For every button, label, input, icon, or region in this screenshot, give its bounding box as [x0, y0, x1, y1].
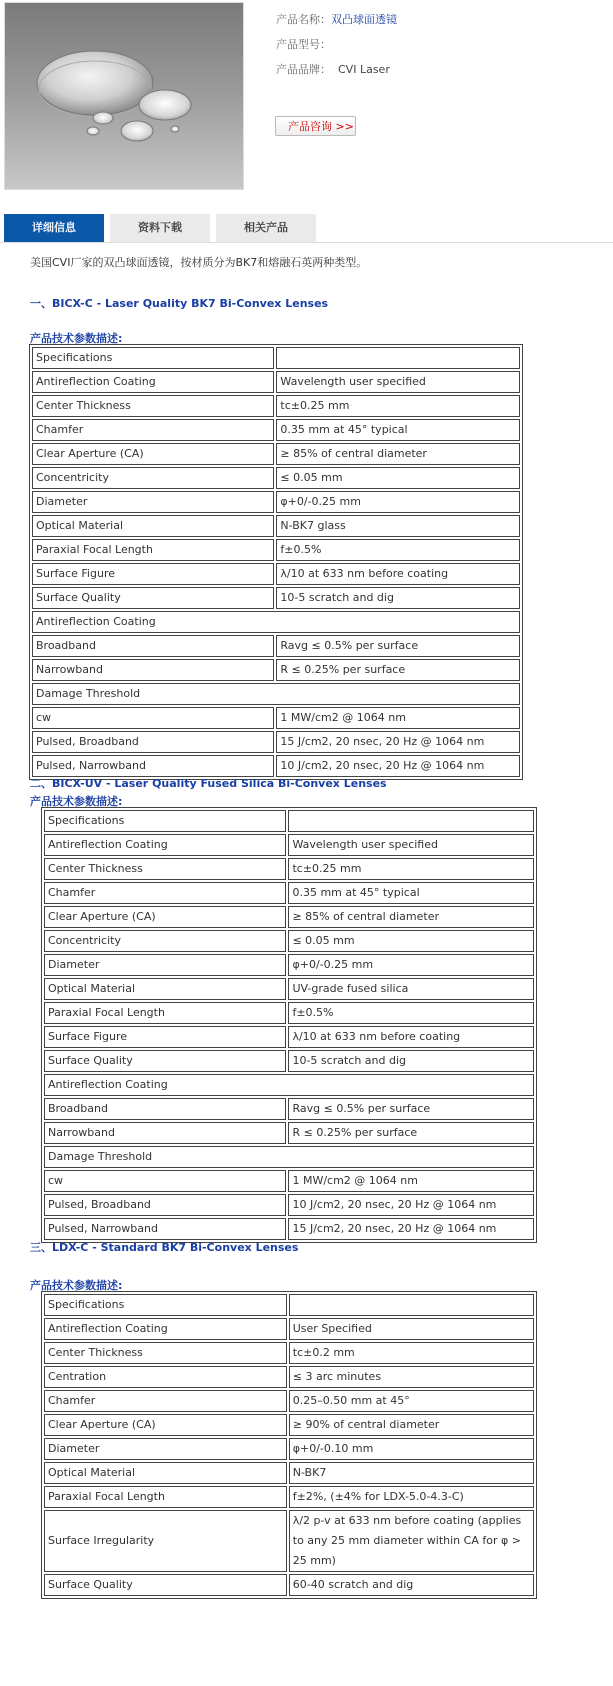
spec-value-cell: 15 J/cm2, 20 nsec, 20 Hz @ 1064 nm [276, 731, 520, 753]
spec-name-cell: Pulsed, Narrowband [32, 755, 274, 777]
table-row [44, 1170, 534, 1192]
table-row [44, 954, 534, 976]
spec-value-cell: λ/2 p-v at 633 nm before coating (applies to any 25 mm diameter within CA for φ > 25 mm) [289, 1510, 534, 1572]
table-group-header: Antireflection Coating [44, 1074, 534, 1096]
spec-value-cell [289, 1294, 534, 1316]
spec-value-cell: ≥ 85% of central diameter [276, 443, 520, 465]
product-name-value: 双凸球面透镜 [331, 13, 397, 26]
spec-value-cell: ≥ 90% of central diameter [289, 1414, 534, 1436]
spec-value-cell: N-BK7 glass [276, 515, 520, 537]
table-row [44, 810, 534, 832]
table-row [32, 515, 520, 537]
table-row [44, 882, 534, 904]
spec-value-cell: Ravg ≤ 0.5% per surface [288, 1098, 534, 1120]
intro-text: 美国CVI厂家的双凸球面透镜，按材质分为BK7和熔融石英两种类型。 [30, 256, 368, 269]
spec-value-cell: 1 MW/cm2 @ 1064 nm [288, 1170, 534, 1192]
table-row [44, 1194, 534, 1216]
spec-name-cell: Diameter [44, 954, 286, 976]
table-row [44, 1002, 534, 1024]
table-group-header: Damage Threshold [32, 683, 520, 705]
spec-value-cell: tc±0.25 mm [288, 858, 534, 880]
table-row [44, 1438, 534, 1460]
product-name-row [276, 10, 397, 35]
table-row [32, 467, 520, 489]
product-info [276, 10, 397, 85]
spec-name-cell: Pulsed, Narrowband [44, 1218, 286, 1240]
spec-name-cell: Centration [44, 1366, 287, 1388]
table-row [32, 659, 520, 681]
table-group-header: Antireflection Coating [32, 611, 520, 633]
table-row [32, 587, 520, 609]
spec-name-cell: cw [32, 707, 274, 729]
spec-name-cell: Concentricity [44, 930, 286, 952]
table-row [32, 707, 520, 729]
table-row [44, 906, 534, 928]
product-model-row [276, 35, 397, 60]
table-row [32, 563, 520, 585]
spec-name-cell: Surface Quality [44, 1574, 287, 1596]
spec-table-bicx-uv [41, 807, 537, 1243]
spec-name-cell: Clear Aperture (CA) [32, 443, 274, 465]
table-row [32, 419, 520, 441]
spec-value-cell: 10-5 scratch and dig [276, 587, 520, 609]
spec-name-cell: Surface Figure [44, 1026, 286, 1048]
section-2-title: 二、BICX-UV - Laser Quality Fused Silica Bi-Convex Lenses [30, 777, 387, 790]
spec-name-cell: Pulsed, Broadband [32, 731, 274, 753]
spec-name-cell: Paraxial Focal Length [44, 1002, 286, 1024]
spec-name-cell: Center Thickness [32, 395, 274, 417]
table-row [32, 731, 520, 753]
spec-name-cell: Center Thickness [44, 858, 286, 880]
table-row [44, 1026, 534, 1048]
spec-name-cell: Specifications [44, 1294, 287, 1316]
product-header [0, 0, 613, 200]
spec-name-cell: Clear Aperture (CA) [44, 906, 286, 928]
spec-name-cell: Surface Irregularity [44, 1510, 287, 1572]
spec-name-cell: Chamfer [32, 419, 274, 441]
spec-name-cell: Broadband [32, 635, 274, 657]
product-image [4, 2, 244, 190]
product-model-label: 产品型号： [276, 38, 331, 51]
spec-value-cell: 10 J/cm2, 20 nsec, 20 Hz @ 1064 nm [288, 1194, 534, 1216]
spec-name-cell: Antireflection Coating [44, 834, 286, 856]
spec-name-cell: Narrowband [32, 659, 274, 681]
product-name-label: 产品名称： [276, 13, 331, 26]
spec-name-cell: Paraxial Focal Length [44, 1486, 287, 1508]
spec-value-cell: N-BK7 [289, 1462, 534, 1484]
spec-name-cell: Paraxial Focal Length [32, 539, 274, 561]
table-row [44, 1294, 534, 1316]
spec-name-cell: Concentricity [32, 467, 274, 489]
spec-value-cell: ≤ 0.05 mm [288, 930, 534, 952]
spec-value-cell: φ+0/-0.25 mm [288, 954, 534, 976]
spec-name-cell: Antireflection Coating [32, 371, 274, 393]
spec-value-cell: 60-40 scratch and dig [289, 1574, 534, 1596]
spec-name-cell: Chamfer [44, 1390, 287, 1412]
spec-value-cell: tc±0.2 mm [289, 1342, 534, 1364]
spec-value-cell: 0.25–0.50 mm at 45° [289, 1390, 534, 1412]
spec-name-cell: Optical Material [44, 978, 286, 1000]
spec-name-cell: Diameter [44, 1438, 287, 1460]
spec-name-cell: Surface Quality [32, 587, 274, 609]
table-row [32, 395, 520, 417]
spec-name-cell: Clear Aperture (CA) [44, 1414, 287, 1436]
product-brand-row [276, 60, 397, 85]
table-row [44, 1218, 534, 1240]
spec-value-cell: 0.35 mm at 45° typical [276, 419, 520, 441]
spec-name-cell: Optical Material [44, 1462, 287, 1484]
consult-button[interactable]: 产品咨询 >> [275, 116, 356, 136]
table-row [44, 930, 534, 952]
table-row [44, 1414, 534, 1436]
spec-value-cell: φ+0/-0.10 mm [289, 1438, 534, 1460]
spec-name-cell: Center Thickness [44, 1342, 287, 1364]
spec-value-cell: User Specified [289, 1318, 534, 1340]
product-brand-value: CVI Laser [338, 63, 390, 76]
table-row [44, 858, 534, 880]
spec-value-cell [276, 347, 520, 369]
spec-value-cell: f±0.5% [288, 1002, 534, 1024]
table-group-header: Damage Threshold [44, 1146, 534, 1168]
spec-table-bicx-c [29, 344, 523, 780]
table-row [32, 443, 520, 465]
spec-value-cell: ≤ 0.05 mm [276, 467, 520, 489]
spec-value-cell: UV-grade fused silica [288, 978, 534, 1000]
table-row [44, 1074, 534, 1096]
spec-name-cell: Specifications [32, 347, 274, 369]
spec-value-cell: R ≤ 0.25% per surface [288, 1122, 534, 1144]
spec-value-cell [288, 810, 534, 832]
table-row [44, 1390, 534, 1412]
spec-name-cell: cw [44, 1170, 286, 1192]
spec-value-cell: φ+0/-0.25 mm [276, 491, 520, 513]
tab-related[interactable]: 相关产品 [216, 214, 316, 242]
table-row [44, 1318, 534, 1340]
spec-value-cell: 10-5 scratch and dig [288, 1050, 534, 1072]
spec-value-cell: Wavelength user specified [288, 834, 534, 856]
spec-value-cell: f±2%, (±4% for LDX-5.0-4.3-C) [289, 1486, 534, 1508]
table-row [44, 1098, 534, 1120]
table-row [44, 1510, 534, 1572]
spec-value-cell: Wavelength user specified [276, 371, 520, 393]
table-row [44, 1486, 534, 1508]
spec-value-cell: ≥ 85% of central diameter [288, 906, 534, 928]
table-row [44, 1574, 534, 1596]
table-row [44, 1146, 534, 1168]
spec-value-cell: 15 J/cm2, 20 nsec, 20 Hz @ 1064 nm [288, 1218, 534, 1240]
spec-name-cell: Surface Figure [32, 563, 274, 585]
table-row [44, 834, 534, 856]
spec-value-cell: tc±0.25 mm [276, 395, 520, 417]
section-1-title: 一、BICX-C - Laser Quality BK7 Bi-Convex Lenses [30, 297, 329, 310]
table-row [44, 1122, 534, 1144]
table-row [32, 635, 520, 657]
spec-name-cell: Specifications [44, 810, 286, 832]
tab-bar [0, 214, 613, 243]
table-row [44, 1366, 534, 1388]
spec-name-cell: Narrowband [44, 1122, 286, 1144]
table-row [32, 683, 520, 705]
section-3-subtitle: 产品技术参数描述: [30, 1279, 123, 1292]
spec-name-cell: Diameter [32, 491, 274, 513]
table-row [32, 371, 520, 393]
spec-value-cell: λ/10 at 633 nm before coating [288, 1026, 534, 1048]
spec-value-cell: ≤ 3 arc minutes [289, 1366, 534, 1388]
table-row [32, 755, 520, 777]
table-row [32, 611, 520, 633]
spec-name-cell: Pulsed, Broadband [44, 1194, 286, 1216]
spec-value-cell: λ/10 at 633 nm before coating [276, 563, 520, 585]
spec-name-cell: Antireflection Coating [44, 1318, 287, 1340]
table-row [44, 978, 534, 1000]
spec-value-cell: 0.35 mm at 45° typical [288, 882, 534, 904]
spec-name-cell: Surface Quality [44, 1050, 286, 1072]
spec-value-cell: f±0.5% [276, 539, 520, 561]
tab-details[interactable]: 详细信息 [4, 214, 104, 242]
product-brand-label: 产品品牌： [276, 63, 331, 76]
spec-table-ldx-c [41, 1291, 537, 1599]
spec-value-cell: 1 MW/cm2 @ 1064 nm [276, 707, 520, 729]
section-3-title: 三、LDX-C - Standard BK7 Bi-Convex Lenses [30, 1241, 299, 1254]
table-row [44, 1050, 534, 1072]
spec-value-cell: R ≤ 0.25% per surface [276, 659, 520, 681]
spec-value-cell: Ravg ≤ 0.5% per surface [276, 635, 520, 657]
spec-name-cell: Optical Material [32, 515, 274, 537]
spec-name-cell: Broadband [44, 1098, 286, 1120]
table-row [44, 1462, 534, 1484]
section-2-subtitle: 产品技术参数描述: [30, 795, 123, 808]
lens-photo [5, 3, 243, 189]
spec-value-cell: 10 J/cm2, 20 nsec, 20 Hz @ 1064 nm [276, 755, 520, 777]
tab-downloads[interactable]: 资料下载 [110, 214, 210, 242]
table-row [32, 491, 520, 513]
table-row [44, 1342, 534, 1364]
section-1-subtitle: 产品技术参数描述: [30, 332, 123, 345]
table-row [32, 347, 520, 369]
table-row [32, 539, 520, 561]
spec-name-cell: Chamfer [44, 882, 286, 904]
